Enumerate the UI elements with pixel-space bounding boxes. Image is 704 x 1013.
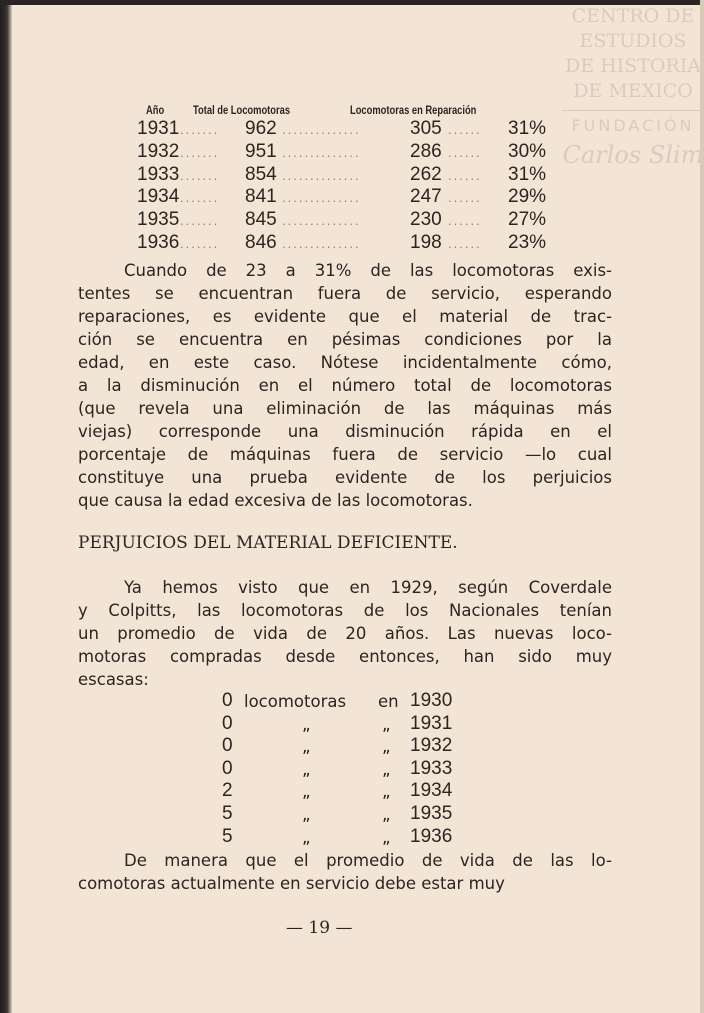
- watermark-line: DE HISTORIA: [564, 55, 701, 77]
- leader-dots: ......: [448, 190, 482, 206]
- cell-year: 1933: [137, 163, 180, 185]
- text-line: tentes se encuentran fuera de servicio, esperando: [78, 284, 612, 303]
- header-year: Año: [146, 103, 165, 117]
- cell-total: 854: [245, 163, 277, 185]
- cell-year: 1934: [137, 186, 180, 208]
- year: 1933: [410, 757, 453, 779]
- preposition: en: [378, 692, 399, 711]
- cell-percent: 30%: [508, 140, 547, 162]
- preposition: „: [382, 737, 391, 757]
- text-line: un promedio de vida de 20 años. Las nuevas loco-: [78, 624, 612, 643]
- count: 0: [222, 712, 233, 734]
- cell-repair: 305: [410, 118, 442, 139]
- header-repair: Locomotoras en Reparación: [350, 103, 477, 117]
- leader-dots: .......: [180, 144, 220, 160]
- watermark-signature: Carlos Slim: [562, 141, 704, 169]
- leader-dots: .......: [180, 122, 220, 137]
- year: 1935: [410, 803, 453, 824]
- text-line: reparaciones, es evidente que el material de trac-: [78, 307, 612, 326]
- cell-repair: 247: [410, 186, 442, 208]
- leader-dots: ..............: [282, 167, 361, 183]
- preposition: „: [382, 714, 391, 734]
- paragraph-2: [78, 576, 612, 691]
- count: 0: [222, 690, 233, 711]
- cell-year: 1936: [137, 232, 180, 253]
- leader-dots: ......: [448, 236, 482, 251]
- text-line: edad, en este caso. Nótese incidentalmente cómo,: [78, 353, 612, 372]
- year: 1932: [410, 735, 453, 757]
- leader-dots: ......: [448, 213, 482, 229]
- cell-repair: 286: [410, 140, 442, 162]
- text-line: Cuando de 23 a 31% de las locomotoras exis-: [124, 261, 612, 280]
- leader-dots: ......: [448, 167, 482, 183]
- preposition: „: [382, 827, 391, 847]
- cell-total: 951: [245, 140, 277, 162]
- preposition: „: [382, 805, 391, 824]
- preposition: „: [382, 759, 391, 779]
- count: 0: [222, 735, 233, 757]
- leader-dots: ..............: [282, 213, 361, 229]
- leader-dots: ..............: [282, 122, 361, 137]
- leader-dots: ......: [448, 144, 482, 160]
- count: 5: [222, 803, 233, 824]
- cell-year: 1932: [137, 140, 180, 162]
- text-line: (que revela una eliminación de las máquinas más: [78, 399, 612, 418]
- list-item: [222, 735, 462, 758]
- label: „: [302, 805, 311, 824]
- table-row: [0, 186, 704, 209]
- list-item: [222, 713, 462, 736]
- label: „: [302, 759, 311, 779]
- text-line: a la disminución en el número total de locomotoras: [78, 376, 612, 395]
- paragraph-3: [78, 849, 612, 895]
- count: 0: [222, 757, 233, 779]
- cell-repair: 262: [410, 163, 442, 185]
- page-number: — 19 —: [286, 918, 353, 938]
- table-row: [0, 141, 704, 164]
- list-item: [222, 803, 462, 826]
- label: „: [302, 714, 311, 734]
- leader-dots: ..............: [282, 236, 361, 251]
- section-heading: PERJUICIOS DEL MATERIAL DEFICIENTE.: [78, 533, 458, 553]
- table-row: [0, 209, 704, 232]
- header-total: Total de Locomotoras: [193, 103, 291, 117]
- year: 1931: [410, 712, 453, 734]
- watermark-line: DE MEXICO: [573, 80, 693, 102]
- year: 1930: [410, 690, 453, 711]
- text-line: viejas) corresponde una disminución rápida en el: [78, 422, 612, 441]
- text-line: Ya hemos visto que en 1929, según Coverdale: [124, 578, 612, 597]
- table-row: [0, 164, 704, 187]
- text-line: y Colpitts, las locomotoras de los Nacionales tenían: [78, 601, 612, 620]
- label: locomotoras: [244, 692, 347, 711]
- leader-dots: .......: [180, 236, 220, 251]
- cell-total: 846: [245, 232, 277, 253]
- cell-repair: 198: [410, 232, 442, 253]
- cell-percent: 31%: [508, 163, 547, 185]
- list-item: [222, 826, 462, 849]
- watermark-line: ESTUDIOS: [579, 30, 687, 52]
- text-line: porcentaje de máquinas fuera de servicio —lo cual: [78, 445, 612, 464]
- cell-year: 1931: [137, 118, 180, 139]
- paragraph-1: [78, 259, 612, 512]
- cell-total: 962: [245, 118, 277, 139]
- year: 1934: [410, 780, 453, 802]
- watermark-foundation: FUNDACIÓN: [571, 116, 695, 135]
- preposition: „: [382, 782, 391, 802]
- list-item: [222, 690, 462, 713]
- leader-dots: .......: [180, 213, 220, 229]
- cell-total: 841: [245, 186, 277, 208]
- watermark-line: CENTRO DE: [571, 5, 695, 27]
- table-row: [0, 232, 704, 255]
- leader-dots: .......: [180, 167, 220, 183]
- cell-year: 1935: [137, 209, 180, 231]
- text-line: que causa la edad excesiva de las locomotoras.: [78, 491, 473, 510]
- leader-dots: .......: [180, 190, 220, 206]
- label: „: [302, 782, 311, 802]
- text-line: motoras compradas desde entonces, han sido muy: [78, 647, 612, 666]
- label: „: [302, 737, 311, 757]
- year: 1936: [410, 825, 453, 847]
- count: 2: [222, 780, 233, 802]
- leader-dots: ..............: [282, 144, 361, 160]
- cell-percent: 27%: [508, 209, 547, 231]
- watermark-divider: [562, 110, 704, 111]
- count: 5: [222, 825, 233, 847]
- table-row: [0, 118, 704, 141]
- text-line: constituye una prueba evidente de los perjuicios: [78, 468, 612, 487]
- cell-repair: 230: [410, 209, 442, 231]
- text-line: escasas:: [78, 670, 149, 689]
- text-line: comotoras actualmente en servicio debe estar muy: [78, 874, 505, 893]
- cell-percent: 31%: [508, 118, 547, 139]
- leader-dots: ..............: [282, 190, 361, 206]
- text-line: De manera que el promedio de vida de las lo-: [124, 851, 612, 870]
- list-item: [222, 780, 462, 803]
- label: „: [302, 827, 311, 847]
- leader-dots: ......: [448, 122, 482, 137]
- list-item: [222, 758, 462, 781]
- cell-total: 845: [245, 209, 277, 231]
- cell-percent: 23%: [508, 232, 547, 253]
- text-line: ción se encuentra en pésimas condiciones por la: [78, 330, 612, 349]
- cell-percent: 29%: [508, 186, 547, 208]
